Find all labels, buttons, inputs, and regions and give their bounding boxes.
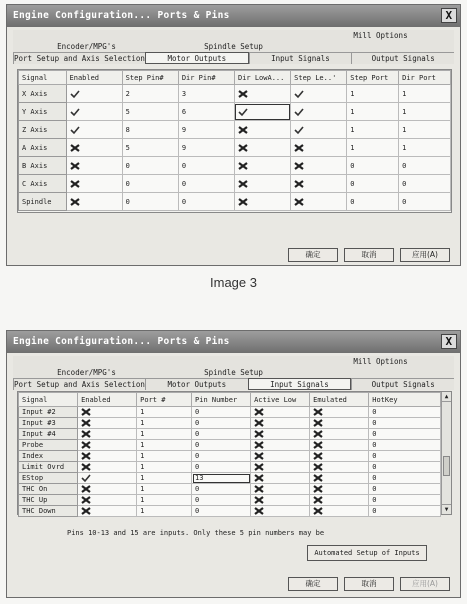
- cell-hotkey[interactable]: 0: [369, 473, 441, 484]
- cell-dir_pin[interactable]: 3: [178, 85, 234, 103]
- x-icon: [81, 408, 91, 416]
- cell-dir_low[interactable]: [234, 193, 290, 211]
- engine-config-window-motor-outputs: [6, 4, 461, 266]
- cell-signal: C Axis: [19, 175, 67, 193]
- tab-row-3: [13, 378, 454, 390]
- dialog-buttons: [288, 248, 450, 262]
- x-icon: [254, 485, 264, 493]
- x-icon: [313, 441, 323, 449]
- x-icon: [238, 90, 248, 98]
- cell-step_low[interactable]: [291, 193, 347, 211]
- cell-active_low[interactable]: [251, 418, 310, 429]
- cell-signal: Input #4: [19, 429, 78, 440]
- cell-signal: EStop: [19, 473, 78, 484]
- cell-enabled[interactable]: [66, 85, 122, 103]
- x-icon: [81, 496, 91, 504]
- cell-dir_port[interactable]: 1: [399, 139, 451, 157]
- cell-signal: THC Up: [19, 495, 78, 506]
- cell-step_port[interactable]: 0: [347, 193, 399, 211]
- table-row: [19, 175, 451, 193]
- cell-emulated[interactable]: [310, 506, 369, 517]
- x-icon: [313, 507, 323, 515]
- cell-dir_port[interactable]: 0: [399, 193, 451, 211]
- apply-button[interactable]: 应用(A): [400, 577, 450, 591]
- cell-pin[interactable]: 0: [192, 407, 251, 418]
- x-icon: [254, 419, 264, 427]
- column-header[interactable]: Port #: [137, 393, 192, 407]
- close-button[interactable]: X: [441, 334, 457, 349]
- cell-dir_pin[interactable]: 9: [178, 121, 234, 139]
- cell-emulated[interactable]: [310, 495, 369, 506]
- tab-mill-options[interactable]: Mill Options: [307, 30, 454, 42]
- cell-dir_low[interactable]: [234, 103, 290, 121]
- tab-input-signals[interactable]: Input Signals: [248, 378, 352, 390]
- check-icon: [70, 108, 80, 116]
- ok-button[interactable]: 确定: [288, 248, 338, 262]
- cell-signal: Spindle: [19, 193, 67, 211]
- cell-active_low[interactable]: [251, 473, 310, 484]
- cell-step_port[interactable]: 1: [347, 103, 399, 121]
- dialog-buttons: [288, 577, 450, 591]
- cell-dir_low[interactable]: [234, 121, 290, 139]
- table-row: [19, 440, 441, 451]
- cell-dir_port[interactable]: 0: [399, 157, 451, 175]
- cell-signal: THC On: [19, 484, 78, 495]
- apply-button[interactable]: 应用(A): [400, 248, 450, 262]
- cell-emulated[interactable]: [310, 462, 369, 473]
- x-icon: [313, 463, 323, 471]
- x-icon: [313, 496, 323, 504]
- table-row: [19, 484, 441, 495]
- tab-output-signals[interactable]: Output Signals: [351, 378, 454, 390]
- cell-enabled[interactable]: [78, 407, 137, 418]
- x-icon: [70, 144, 80, 152]
- cell-port[interactable]: 1: [137, 484, 192, 495]
- table-row: [19, 193, 451, 211]
- cell-hotkey[interactable]: 0: [369, 451, 441, 462]
- cell-dir_pin[interactable]: 9: [178, 139, 234, 157]
- x-icon: [254, 474, 264, 482]
- cell-step_low[interactable]: [291, 175, 347, 193]
- cell-signal: X Axis: [19, 85, 67, 103]
- column-header[interactable]: Emulated: [310, 393, 369, 407]
- cell-hotkey[interactable]: 0: [369, 418, 441, 429]
- x-icon: [70, 198, 80, 206]
- x-icon: [313, 485, 323, 493]
- cell-active_low[interactable]: [251, 451, 310, 462]
- cell-dir_low[interactable]: [234, 175, 290, 193]
- cell-emulated[interactable]: [310, 440, 369, 451]
- x-icon: [254, 408, 264, 416]
- table-row: [19, 462, 441, 473]
- cell-enabled[interactable]: [78, 473, 137, 484]
- column-header[interactable]: Enabled: [66, 71, 122, 85]
- table-row: [19, 85, 451, 103]
- tab-spindle-setup[interactable]: Spindle Setup: [160, 367, 307, 379]
- table-header-row: [19, 71, 451, 85]
- cell-dir_port[interactable]: 0: [399, 175, 451, 193]
- x-icon: [81, 485, 91, 493]
- cell-emulated[interactable]: [310, 451, 369, 462]
- table-row: [19, 103, 451, 121]
- cell-emulated[interactable]: [310, 473, 369, 484]
- ok-button[interactable]: 确定: [288, 577, 338, 591]
- x-icon: [238, 144, 248, 152]
- cell-hotkey[interactable]: 0: [369, 429, 441, 440]
- motor-outputs-grid: [17, 69, 452, 213]
- close-button[interactable]: X: [441, 8, 457, 23]
- column-header[interactable]: HotKey: [369, 393, 441, 407]
- x-icon: [313, 452, 323, 460]
- cancel-button[interactable]: 取消: [344, 248, 394, 262]
- x-icon: [254, 496, 264, 504]
- column-header[interactable]: Step Le..': [291, 71, 347, 85]
- cell-enabled[interactable]: [78, 506, 137, 517]
- x-icon: [238, 162, 248, 170]
- cell-step_low[interactable]: [291, 157, 347, 175]
- column-header[interactable]: Active Low: [251, 393, 310, 407]
- cell-signal: Input #3: [19, 418, 78, 429]
- cell-emulated[interactable]: [310, 484, 369, 495]
- cell-signal: THC Down: [19, 506, 78, 517]
- cell-emulated[interactable]: [310, 407, 369, 418]
- table-row: [19, 473, 441, 484]
- cell-pin[interactable]: 0: [192, 495, 251, 506]
- table-header-row: [19, 393, 441, 407]
- cell-enabled[interactable]: [66, 121, 122, 139]
- cell-step_pin[interactable]: 8: [122, 121, 178, 139]
- check-icon: [238, 108, 248, 116]
- cell-pin[interactable]: 0: [192, 506, 251, 517]
- pins-note: Pins 10-13 and 15 are inputs. Only these 5 pin numbers may be: [67, 529, 325, 537]
- column-header[interactable]: Step Port: [347, 71, 399, 85]
- cell-hotkey[interactable]: 0: [369, 495, 441, 506]
- automated-setup-button[interactable]: Automated Setup of Inputs: [307, 545, 427, 561]
- check-icon: [81, 474, 91, 482]
- cell-pin[interactable]: 13: [192, 473, 251, 484]
- column-header[interactable]: Enabled: [78, 393, 137, 407]
- table-row: [19, 139, 451, 157]
- tab-mill-options[interactable]: Mill Options: [307, 356, 454, 368]
- cell-signal: Limit Ovrd: [19, 462, 78, 473]
- tab-input-signals[interactable]: Input Signals: [249, 52, 352, 64]
- x-icon: [81, 430, 91, 438]
- cell-step_pin[interactable]: 0: [122, 193, 178, 211]
- tab-strip: [13, 356, 454, 390]
- cell-dir_low[interactable]: [234, 157, 290, 175]
- cell-signal: Index: [19, 451, 78, 462]
- column-header[interactable]: Dir Port: [399, 71, 451, 85]
- x-icon: [238, 126, 248, 134]
- x-icon: [81, 419, 91, 427]
- check-icon: [294, 90, 304, 98]
- cell-enabled[interactable]: [66, 103, 122, 121]
- cell-dir_pin[interactable]: 0: [178, 157, 234, 175]
- table-row: [19, 429, 441, 440]
- table-row: [19, 407, 441, 418]
- cell-step_low[interactable]: [291, 121, 347, 139]
- cell-step_pin[interactable]: 5: [122, 103, 178, 121]
- cell-step_port[interactable]: 1: [347, 121, 399, 139]
- cell-step_port[interactable]: 1: [347, 85, 399, 103]
- cell-enabled[interactable]: [78, 418, 137, 429]
- tab-row-3: [13, 52, 454, 64]
- cell-port[interactable]: 1: [137, 440, 192, 451]
- cell-emulated[interactable]: [310, 418, 369, 429]
- tab-motor-outputs[interactable]: Motor Outputs: [145, 52, 249, 64]
- cell-dir_pin[interactable]: 0: [178, 175, 234, 193]
- cell-signal: A Axis: [19, 139, 67, 157]
- tab-port-setup-and-axis-selection[interactable]: Port Setup and Axis Selection: [14, 380, 145, 389]
- window-title-bar: [7, 331, 460, 353]
- column-header[interactable]: Pin Number: [192, 393, 251, 407]
- cell-enabled[interactable]: [66, 139, 122, 157]
- x-icon: [313, 474, 323, 482]
- cell-dir_pin[interactable]: 0: [178, 193, 234, 211]
- cell-step_pin[interactable]: 0: [122, 175, 178, 193]
- x-icon: [294, 198, 304, 206]
- cell-active_low[interactable]: [251, 440, 310, 451]
- cell-active_low[interactable]: [251, 506, 310, 517]
- cell-dir_port[interactable]: 1: [399, 103, 451, 121]
- cell-dir_port[interactable]: 1: [399, 121, 451, 139]
- cell-emulated[interactable]: [310, 429, 369, 440]
- cell-dir_low[interactable]: [234, 139, 290, 157]
- window-title: Engine Configuration... Ports & Pins: [13, 10, 230, 21]
- cancel-button[interactable]: 取消: [344, 577, 394, 591]
- tab-strip: [13, 30, 454, 64]
- cell-step_port[interactable]: 0: [347, 175, 399, 193]
- cell-dir_pin[interactable]: 6: [178, 103, 234, 121]
- x-icon: [254, 430, 264, 438]
- vertical-scrollbar[interactable]: [441, 392, 451, 514]
- cell-signal: Input #2: [19, 407, 78, 418]
- cell-signal: Y Axis: [19, 103, 67, 121]
- cell-hotkey[interactable]: 0: [369, 440, 441, 451]
- tab-output-signals[interactable]: Output Signals: [351, 52, 454, 64]
- cell-step_port[interactable]: 0: [347, 157, 399, 175]
- cell-dir_low[interactable]: [234, 85, 290, 103]
- cell-enabled[interactable]: [78, 451, 137, 462]
- cell-step_low[interactable]: [291, 139, 347, 157]
- cell-active_low[interactable]: [251, 429, 310, 440]
- x-icon: [294, 144, 304, 152]
- cell-port[interactable]: 1: [137, 506, 192, 517]
- x-icon: [294, 162, 304, 170]
- table-row: [19, 506, 441, 517]
- x-icon: [254, 463, 264, 471]
- cell-port[interactable]: 1: [137, 462, 192, 473]
- x-icon: [313, 419, 323, 427]
- scroll-up-icon[interactable]: ▲: [442, 392, 451, 402]
- cell-step_port[interactable]: 1: [347, 139, 399, 157]
- check-icon: [70, 126, 80, 134]
- x-icon: [254, 507, 264, 515]
- column-header[interactable]: Step Pin#: [122, 71, 178, 85]
- cell-hotkey[interactable]: 0: [369, 484, 441, 495]
- tab-encoder-mpg-s[interactable]: Encoder/MPG's: [13, 367, 160, 379]
- check-icon: [70, 90, 80, 98]
- x-icon: [81, 463, 91, 471]
- cell-pin[interactable]: 0: [192, 462, 251, 473]
- cell-port[interactable]: 1: [137, 407, 192, 418]
- table-row: [19, 418, 441, 429]
- cell-enabled[interactable]: [66, 175, 122, 193]
- cell-pin[interactable]: 0: [192, 440, 251, 451]
- cell-pin[interactable]: 0: [192, 429, 251, 440]
- column-header[interactable]: Dir Pin#: [178, 71, 234, 85]
- cell-active_low[interactable]: [251, 462, 310, 473]
- cell-step_pin[interactable]: 5: [122, 139, 178, 157]
- check-icon: [294, 126, 304, 134]
- cell-active_low[interactable]: [251, 484, 310, 495]
- x-icon: [238, 198, 248, 206]
- x-icon: [81, 441, 91, 449]
- tab-port-setup-and-axis-selection[interactable]: Port Setup and Axis Selection: [14, 54, 145, 63]
- x-icon: [81, 507, 91, 515]
- cell-step_pin[interactable]: 0: [122, 157, 178, 175]
- cell-step_low[interactable]: [291, 85, 347, 103]
- cell-pin[interactable]: 0: [192, 451, 251, 462]
- image-caption: Image 3: [210, 275, 257, 290]
- tab-spindle-setup[interactable]: Spindle Setup: [160, 41, 307, 53]
- cell-enabled[interactable]: [78, 484, 137, 495]
- cell-signal: Z Axis: [19, 121, 67, 139]
- x-icon: [70, 162, 80, 170]
- check-icon: [294, 108, 304, 116]
- scrollbar-thumb[interactable]: [443, 456, 450, 476]
- x-icon: [81, 452, 91, 460]
- cell-hotkey[interactable]: 0: [369, 506, 441, 517]
- column-header[interactable]: Signal: [19, 71, 67, 85]
- cell-port[interactable]: 1: [137, 429, 192, 440]
- x-icon: [313, 430, 323, 438]
- cell-port[interactable]: 1: [137, 418, 192, 429]
- cell-hotkey[interactable]: 0: [369, 407, 441, 418]
- cell-enabled[interactable]: [78, 429, 137, 440]
- cell-active_low[interactable]: [251, 407, 310, 418]
- cell-signal: B Axis: [19, 157, 67, 175]
- window-title: Engine Configuration... Ports & Pins: [13, 336, 230, 347]
- cell-port[interactable]: 1: [137, 451, 192, 462]
- scroll-down-icon[interactable]: ▼: [442, 504, 451, 514]
- x-icon: [313, 408, 323, 416]
- cell-dir_port[interactable]: 1: [399, 85, 451, 103]
- table-row: [19, 451, 441, 462]
- cell-enabled[interactable]: [66, 193, 122, 211]
- cell-signal: Probe: [19, 440, 78, 451]
- table-row: [19, 121, 451, 139]
- input-signals-grid: [17, 391, 452, 515]
- window-title-bar: [7, 5, 460, 27]
- x-icon: [70, 180, 80, 188]
- cell-enabled[interactable]: [78, 495, 137, 506]
- column-header[interactable]: Dir LowA...: [234, 71, 290, 85]
- tab-encoder-mpg-s[interactable]: Encoder/MPG's: [13, 41, 160, 53]
- table-row: [19, 495, 441, 506]
- cell-port[interactable]: 1: [137, 495, 192, 506]
- cell-port[interactable]: 1: [137, 473, 192, 484]
- cell-pin[interactable]: 0: [192, 418, 251, 429]
- x-icon: [254, 452, 264, 460]
- column-header[interactable]: Signal: [19, 393, 78, 407]
- cell-active_low[interactable]: [251, 495, 310, 506]
- table-row: [19, 157, 451, 175]
- x-icon: [254, 441, 264, 449]
- cell-enabled[interactable]: [66, 157, 122, 175]
- x-icon: [238, 180, 248, 188]
- cell-enabled[interactable]: [78, 440, 137, 451]
- engine-config-window-input-signals: [6, 330, 461, 598]
- input-signals-table: [18, 392, 441, 517]
- cell-hotkey[interactable]: 0: [369, 462, 441, 473]
- cell-enabled[interactable]: [78, 462, 137, 473]
- x-icon: [294, 180, 304, 188]
- cell-pin[interactable]: 0: [192, 484, 251, 495]
- motor-outputs-table: [18, 70, 451, 211]
- cell-step_low[interactable]: [291, 103, 347, 121]
- cell-step_pin[interactable]: 2: [122, 85, 178, 103]
- tab-motor-outputs[interactable]: Motor Outputs: [145, 378, 248, 390]
